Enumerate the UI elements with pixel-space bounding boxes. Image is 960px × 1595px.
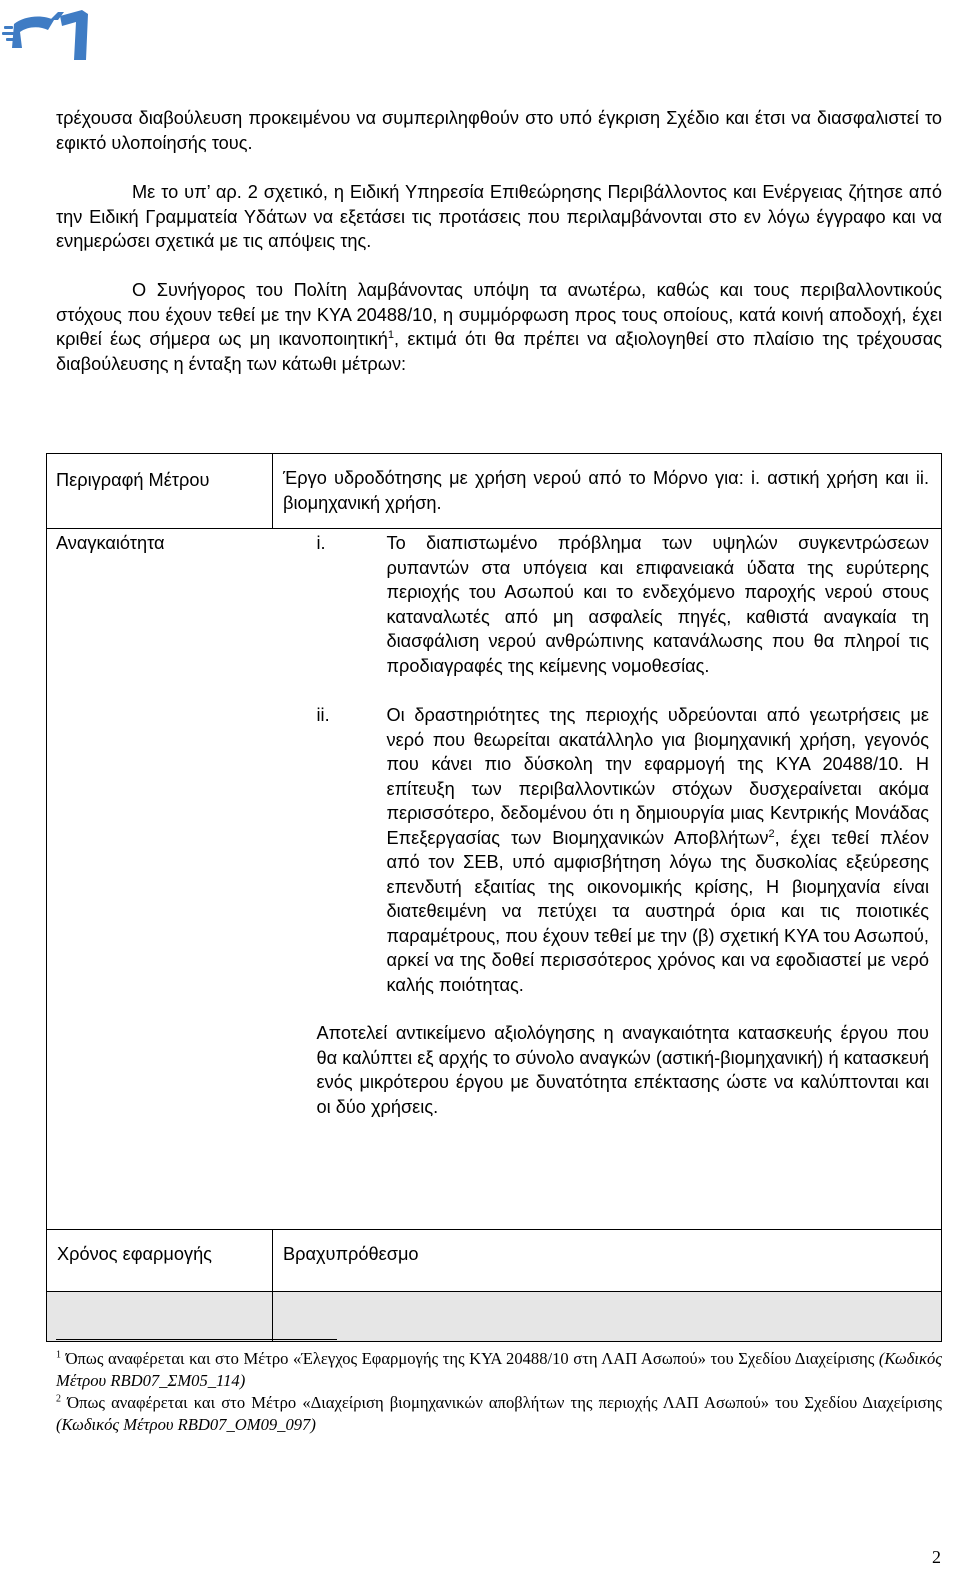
description-label: Περιγραφή Μέτρου (47, 454, 273, 529)
paragraph-1: τρέχουσα διαβούλευση προκειμένου να συμπεριληφθούν στο υπό έγκριση Σχέδιο και έτσι να διασφαλιστεί το εφικτό υλοποίησής τους. (56, 108, 942, 153)
footnote-ref-1[interactable]: 1 (387, 328, 395, 341)
footnote-ref-2[interactable]: 2 (768, 827, 775, 840)
measure-table (46, 453, 942, 1342)
footnotes (56, 1348, 942, 1436)
paragraph-3: Ο Συνήγορος του Πολίτη λαμβάνοντας υπόψη τα ανωτέρω, καθώς και τους περιβαλλοντικούς στόχους που έχουν τεθεί με την ΚΥΑ 20488/10, η συμμόρφωση προς τους οποίους, κατά κοινή αποδοχή, έχει κριθεί έως σήμερα ως μη ικανοποιητική$^1$, εκτιμά ότι θα πρέπει να αξιολογηθεί στο πλαίσιο της τρέχουσας διαβούλευσης η ένταξη των κάτωθι μέτρων: (56, 280, 943, 374)
necessity-item-1: i. Το διαπιστωμένο πρόβλημα των υψηλών συγκεντρώσεων ρυπαντών στα υπόγεια και επιφανειακά ύδατα της ευρύτερης περιοχής του Ασωπού και το ενδεχόμενο παροχής νερού στους καταναλωτές από μη ασφαλείς πηγές, καθιστά αναγκαία τη διασφάλιση νερού ανθρώπινης κατανάλωσης που θα πληροί τις προδιαγραφές της κείμενης νομοθεσίας. (316, 533, 929, 676)
table-row-empty (47, 1292, 942, 1342)
time-value: Βραχυπρόθεσμο (273, 1230, 942, 1292)
necessity-conclusion: Αποτελεί αντικείμενο αξιολόγησης η αναγκαιότητα κατασκευής έργου που θα καλύπτει εξ αρχής το σύνολο αναγκών (αστική-βιομηχανική) ή κατασκευή ενός μικρότερου έργου με δυνατότητα επέκτασης ώστε να καλύπτονται και οι δύο χρήσεις. (316, 1023, 929, 1117)
necessity-item-2: ii. Οι δραστηριότητες της περιοχής υδρεύονται από γεωτρήσεις με νερό που θεωρείται ακατάλληλο για βιομηχανική χρήση, γεγονός που κάνει πιο δύσκολη την εφαρμογή της ΚΥΑ 20488/10. Η επίτευξη των περιβαλλοντικών στόχων δυσχεραίνεται ακόμα περισσότερο, δεδομένου ότι η δημιουργία μιας Κεντρικής Μονάδας Επεξεργασίας των Βιομηχανικών Αποβλήτων$^2$, έχει τεθεί πλέον από τον ΣΕΒ, υπό αμφισβήτηση λόγω της δυσκολίας εξεύρεσης επενδυτή εξαιτίας της οικονομικής κρίσης, Η βιομηχανία είναι διατεθειμένη να πετύχει τα αυστηρά όρια και τις ποιοτικές παραμέτρους, που έχουν τεθεί με την (β) σχετική ΚΥΑ του Ασωπού, αρκεί να της δοθεί περισσότερος χρόνος και να εφοδιαστεί με νερό καλής ποιότητας. (316, 705, 929, 995)
table-row-time (47, 1230, 942, 1292)
table-row-description (47, 454, 942, 529)
necessity-label: Αναγκαιότητα (47, 529, 273, 1230)
description-value: Έργο υδροδότησης με χρήση νερού από το Μόρνο για: i. αστική χρήση και ii. βιομηχανική χρήση. (273, 454, 942, 529)
empty-cell (273, 1292, 942, 1342)
necessity-value (273, 529, 942, 1230)
table-row-necessity (47, 529, 942, 1230)
page-number: 2 (932, 1547, 941, 1567)
footnote-divider (56, 1339, 337, 1340)
footnote-2: $^2$ Όπως αναφέρεται και στο Μέτρο «Διαχείριση βιομηχανικών αποβλήτων της περιοχής ΛΑΠ Ασωπού» του Σχεδίου Διαχείρισης (Κωδικός Μέτρου RBD07_ΟΜ09_097) (56, 1393, 942, 1434)
empty-cell (47, 1292, 273, 1342)
ministry-logo-icon (2, 4, 92, 60)
footnote-1: $^1$ Όπως αναφέρεται και στο Μέτρο «Έλεγχος Εφαρμογής της ΚΥΑ 20488/10 στη ΛΑΠ Ασωπού» του Σχεδίου Διαχείρισης (Κωδικός Μέτρου RBD07_ΣΜ05_114) (56, 1349, 942, 1390)
paragraph-2: Με το υπ’ αρ. 2 σχετικό, η Ειδική Υπηρεσία Επιθεώρησης Περιβάλλοντος και Ενέργειας ζήτησε από την Ειδική Γραμματεία Υδάτων να εξετάσει τις προτάσεις που περιλαμβάνονται στο εν λόγω έγγραφο και να ενημερώσει σχετικά με τις απόψεις της. (56, 182, 942, 251)
time-label: Χρόνος εφαρμογής (47, 1230, 273, 1292)
